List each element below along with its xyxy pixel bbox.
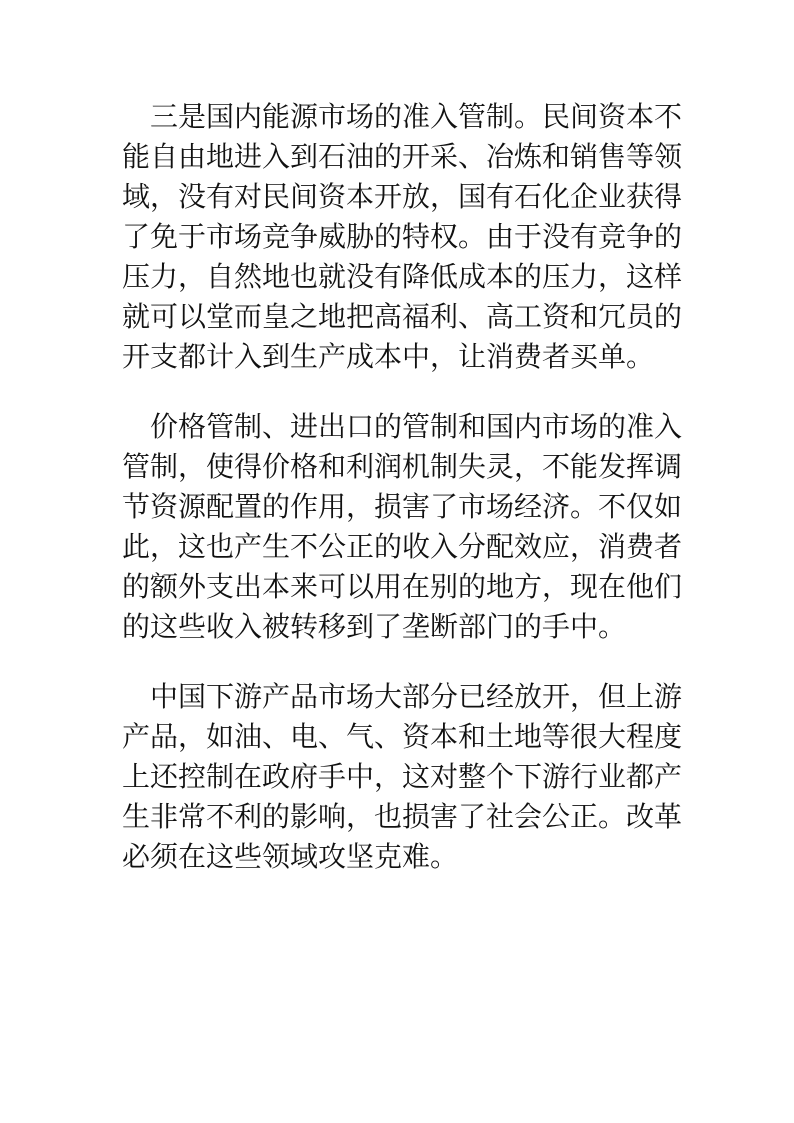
paragraph-upstream-reform: 中国下游产品市场大部分已经放开，但上游产品，如油、电、气、资本和土地等很大程度上还控制在政府手中，这对整个下游行业都产生非常不利的影响，也损害了社会公正。改革必须在这些领域攻坚克难。 <box>122 680 683 873</box>
document-body <box>122 97 682 907</box>
paragraph-energy-market-access: 三是国内能源市场的准入管制。民间资本不能自由地进入到石油的开采、冶炼和销售等领域，没有对民间资本开放，国有石化企业获得了免于市场竞争威胁的特权。由于没有竞争的压力，自然地也就没有降低成本的压力，这样就可以堂而皇之地把高福利、高工资和冗员的开支都计入到生产成本中，让消费者买单。 <box>122 100 683 373</box>
paragraph-price-control-effects: 价格管制、进出口的管制和国内市场的准入管制，使得价格和利润机制失灵，不能发挥调节资源配置的作用，损害了市场经济。不仅如此，这也产生不公正的收入分配效应，消费者的额外支出本来可以用在别的地方，现在他们的这些收入被转移到了垄断部门的手中。 <box>122 410 683 643</box>
